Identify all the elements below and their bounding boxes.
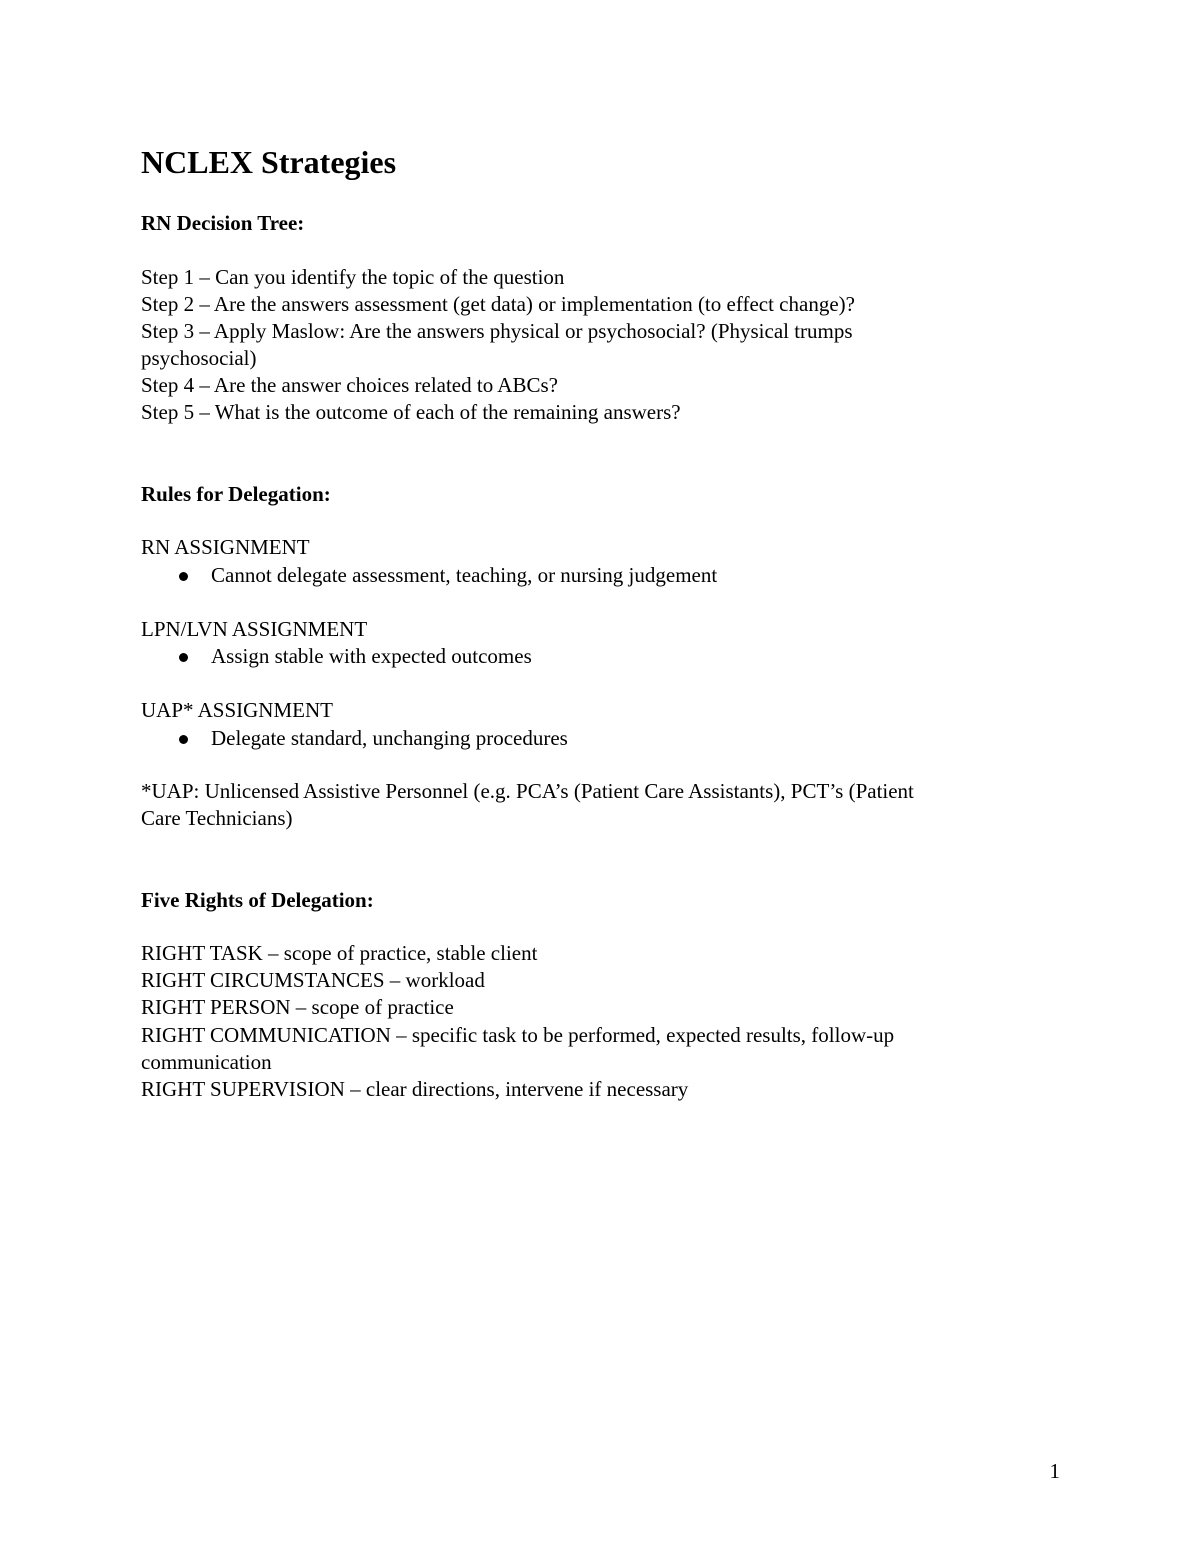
decision-tree-heading: RN Decision Tree: bbox=[141, 211, 305, 235]
assignment-label-rn: RN ASSIGNMENT bbox=[141, 535, 310, 559]
right-item: RIGHT TASK – scope of practice, stable client bbox=[141, 941, 538, 965]
decision-step: Step 3 – Apply Maslow: Are the answers physical or psychosocial? (Physical trumps bbox=[141, 319, 853, 343]
right-item: RIGHT CIRCUMSTANCES – workload bbox=[141, 968, 485, 992]
bullet-text: Delegate standard, unchanging procedures bbox=[211, 726, 568, 750]
page-number: 1 bbox=[1049, 1459, 1060, 1483]
bullet-text: Assign stable with expected outcomes bbox=[211, 644, 532, 668]
delegation-rules-heading: Rules for Delegation: bbox=[141, 482, 331, 506]
decision-step: Step 1 – Can you identify the topic of the question bbox=[141, 265, 565, 289]
right-item: RIGHT PERSON – scope of practice bbox=[141, 995, 454, 1019]
bullet-icon bbox=[179, 572, 188, 581]
uap-footnote: *UAP: Unlicensed Assistive Personnel (e.g. PCA’s (Patient Care Assistants), PCT’s (Patient bbox=[141, 779, 914, 803]
bullet-icon bbox=[179, 653, 188, 662]
right-item: RIGHT SUPERVISION – clear directions, intervene if necessary bbox=[141, 1077, 689, 1101]
decision-step: Step 4 – Are the answer choices related to ABCs? bbox=[141, 373, 558, 397]
decision-step: Step 2 – Are the answers assessment (get data) or implementation (to effect change)? bbox=[141, 292, 855, 316]
assignment-label-uap: UAP* ASSIGNMENT bbox=[141, 698, 333, 722]
bullet-icon bbox=[179, 735, 188, 744]
assignment-label-lpn: LPN/LVN ASSIGNMENT bbox=[141, 617, 368, 641]
decision-step: Step 5 – What is the outcome of each of the remaining answers? bbox=[141, 400, 681, 424]
five-rights-heading: Five Rights of Delegation: bbox=[141, 888, 374, 912]
right-item: RIGHT COMMUNICATION – specific task to be performed, expected results, follow-up bbox=[141, 1023, 895, 1047]
page-title: NCLEX Strategies bbox=[141, 144, 397, 180]
decision-step-continuation: psychosocial) bbox=[141, 346, 257, 370]
right-item-continuation: communication bbox=[141, 1050, 272, 1074]
bullet-text: Cannot delegate assessment, teaching, or nursing judgement bbox=[211, 563, 718, 587]
uap-footnote-continuation: Care Technicians) bbox=[141, 806, 293, 830]
